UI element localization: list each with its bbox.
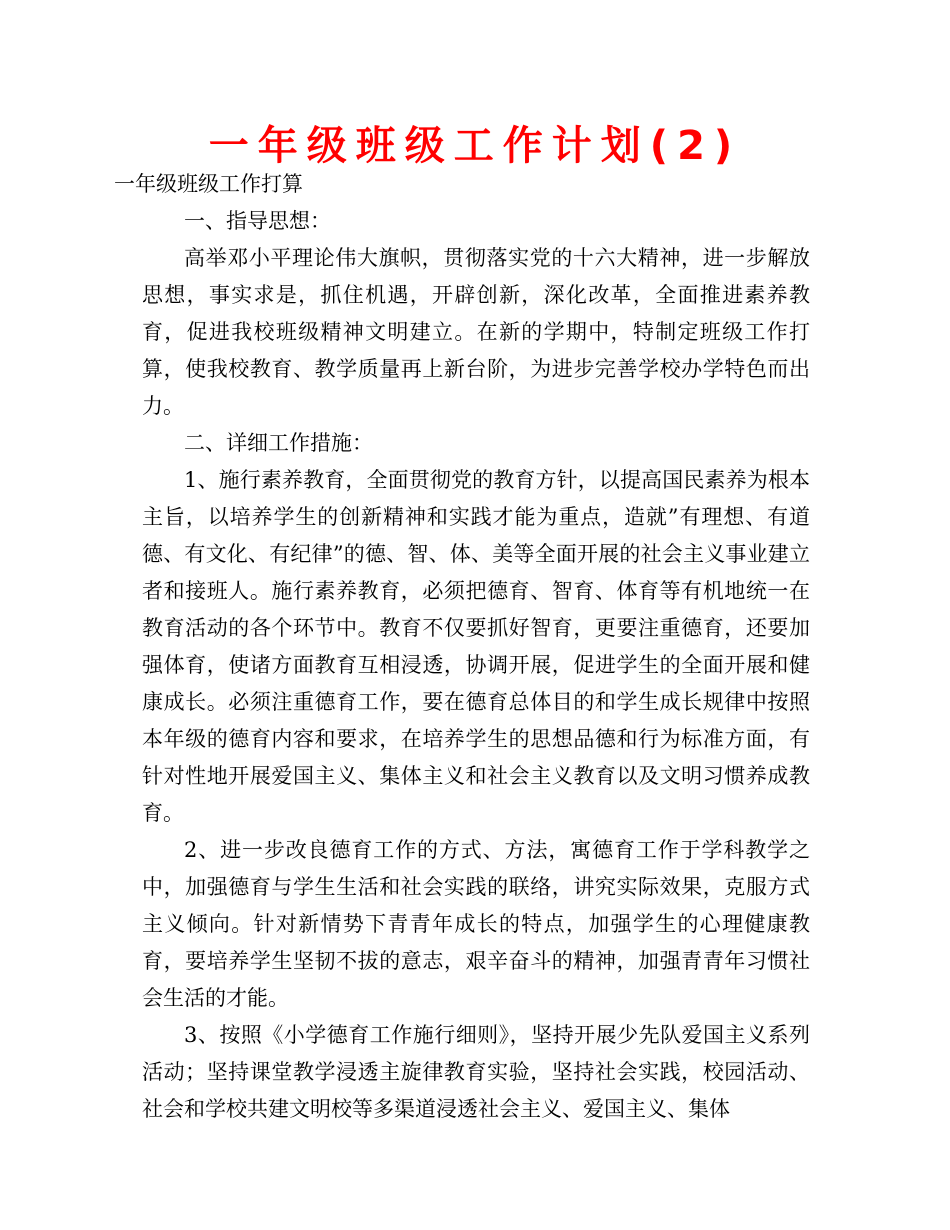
- document-subtitle: 一年级班级工作打算: [114, 172, 303, 196]
- section-heading-work-measures: 二、详细工作措施：: [184, 431, 373, 455]
- section-heading-guiding-ideology: 一、指导思想：: [184, 209, 331, 233]
- paragraph-guiding-ideology: 高举邓小平理论伟大旗帜，贯彻落实党的十六大精神，进一步解放思想，事实求是，抓住机遇，开辟创新，深化改革，全面推进素养教育，促进我校班级精神文明建立。在新的学期中，特制定班级工作打算，使我校教育、教学质量再上新台阶，为进步完善学校办学特色而出力。: [142, 246, 810, 418]
- paragraph-measure-2: 2、进一步改良德育工作的方式、方法，寓德育工作于学科教学之中，加强德育与学生生活和社会实践的联络，讲究实际效果，克服方式主义倾向。针对新情势下青青年成长的特点，加强学生的心理健康教育，要培养学生坚韧不拔的意志，艰辛奋斗的精神，加强青青年习惯社会生活的才能。: [142, 838, 810, 1010]
- paragraph-measure-1: 1、施行素养教育，全面贯彻党的教育方针，以提高国民素养为根本主旨，以培养学生的创新精神和实践才能为重点，造就”有理想、有道德、有文化、有纪律”的德、智、体、美等全面开展的社会主义事业建立者和接班人。施行素养教育，必须把德育、智育、体育等有机地统一在教育活动的各个环节中。教育不仅要抓好智育，更要注重德育，还要加强体育，使诸方面教育互相浸透，协调开展，促进学生的全面开展和健康成长。必须注重德育工作，要在德育总体目的和学生成长规律中按照本年级的德育内容和要求，在培养学生的思想品德和行为标准方面，有针对性地开展爱国主义、集体主义和社会主义教育以及文明习惯养成教育。: [142, 468, 810, 825]
- document-body: [114, 166, 810, 1128]
- paragraph-measure-3: 3、按照《小学德育工作施行细则》，坚持开展少先队爱国主义系列活动；坚持课堂教学浸透主旋律教育实验，坚持社会实践，校园活动、社会和学校共建文明校等多渠道浸透社会主义、爱国主义、集体: [142, 1023, 810, 1121]
- document-title: 一年级班级工作计划(2): [208, 123, 742, 169]
